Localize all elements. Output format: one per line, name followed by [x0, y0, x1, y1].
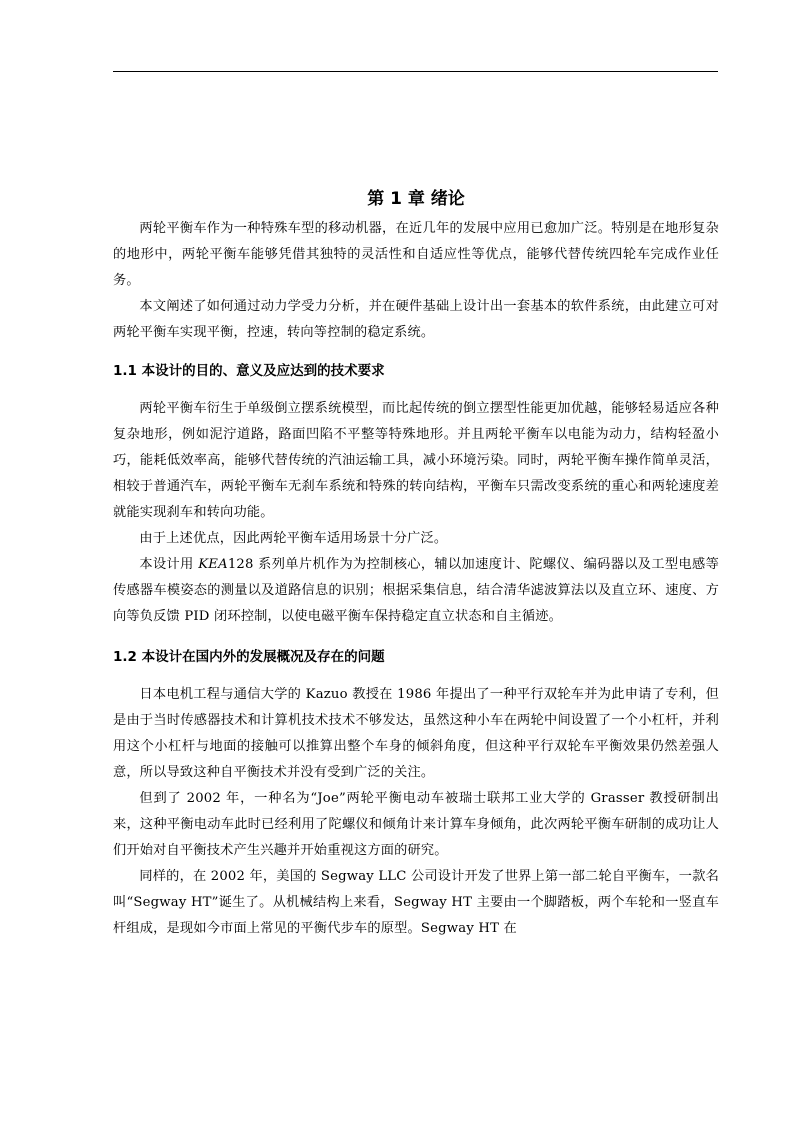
intro-paragraph-2: 本文阐述了如何通过动力学受力分析，并在硬件基础上设计出一套基本的软件系统，由此建立可对两轮平衡车实现平衡，控速，转向等控制的稳定系统。 — [113, 299, 719, 340]
section-1-1-paragraph-3 — [113, 552, 719, 630]
section-1-2-paragraph-2: 但到了 2002 年，一种名为“Joe”两轮平衡电动车被瑞士联邦工业大学的 Grasser 教授研制出来，这种平衡电动车此时已经利用了陀螺仪和倾角计来计算车身倾角，此次两轮平衡车研制的成功让人们开始对自平衡技术产生兴趣并开始重视这方面的研究。 — [113, 791, 719, 858]
p3-italic-kea: KEA — [198, 557, 228, 572]
p3-text-before: 本设计用 — [139, 557, 199, 572]
section-1-2-paragraph-1: 日本电机工程与通信大学的 Kazuo 教授在 1986 年提出了一种平行双轮车并为此申请了专利，但是由于当时传感器技术和计算机技术技术不够发达，虽然这种小车在两轮中间设置了一个小杠杆，并利用这个小杠杆与地面的接触可以推算出整个车身的倾斜角度，但这种平行双轮车平衡效果仍然差强人意，所以导致这种自平衡技术并没有受到广泛的关注。 — [113, 687, 719, 780]
intro-paragraph-1: 两轮平衡车作为一种特殊车型的移动机器，在近几年的发展中应用已愈加广泛。特别是在地形复杂的地形中，两轮平衡车能够凭借其独特的灵活性和自适应性等优点，能够代替传统四轮车完成作业任务。 — [113, 221, 719, 288]
p3-text-after: 128 系列单片机作为为控制核心，辅以加速度计、陀螺仪、编码器以及工型电感等传感器车模姿态的测量以及道路信息的识别；根据采集信息，结合清华滤波算法以及直立环、速度、方向等负反馈 PID 闭环控制，以使电磁平衡车保持稳定直立状态和自主循迹。 — [113, 557, 719, 624]
page-content — [113, 186, 719, 942]
chapter-title: 第 1 章 绪论 — [367, 189, 465, 209]
header-rule — [113, 71, 718, 72]
section-1-1-paragraph-2: 由于上述优点，因此两轮平衡车适用场景十分广泛。 — [139, 531, 448, 546]
section-1-2-title: 1.2 本设计在国内外的发展概况及存在的问题 — [113, 649, 385, 665]
section-1-1-paragraph-1: 两轮平衡车衍生于单级倒立摆系统模型，而比起传统的倒立摆型性能更加优越，能够轻易适应各种复杂地形，例如泥泞道路，路面凹陷不平整等特殊地形。并且两轮平衡车以电能为动力，结构轻盈小巧，能耗低效率高，能够代替传统的汽油运输工具，减小环境污染。同时，两轮平衡车操作简单灵活，相较于普通汽车，两轮平衡车无刹车系统和特殊的转向结构，平衡车只需改变系统的重心和两轮速度差就能实现刹车和转向功能。 — [113, 401, 719, 520]
section-1-1-title: 1.1 本设计的目的、意义及应达到的技术要求 — [113, 363, 385, 379]
section-1-2-paragraph-3: 同样的，在 2002 年，美国的 Segway LLC 公司设计开发了世界上第一部二轮自平衡车，一款名叫“Segway HT”诞生了。从机械结构上来看，Segway HT 主要由一个脚踏板，两个车轮和一竖直车杆组成，是现如今市面上常见的平衡代步车的原型。Segway HT 在 — [113, 869, 719, 936]
